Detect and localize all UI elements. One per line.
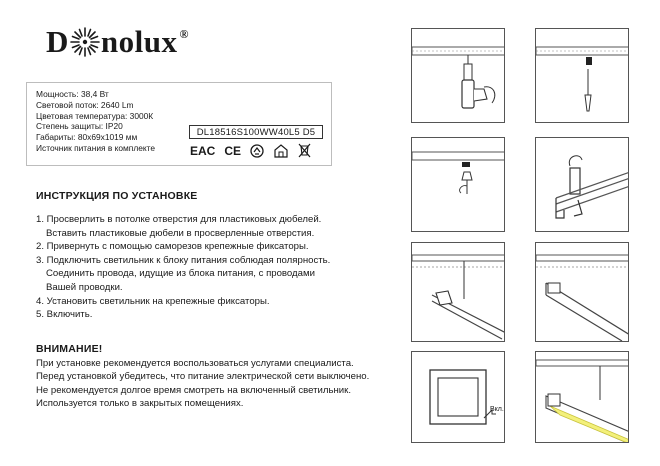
warning-line: При установке рекомендуется воспользоваться услугами специалиста. (36, 358, 354, 369)
diagram-drilling (411, 28, 505, 123)
diagram-lit-luminaire (535, 351, 629, 443)
spec-power-supply: Источник питания в комплекте (36, 142, 156, 153)
spec-color-temperature: Цветовая температура: 3000К (36, 110, 154, 121)
spec-protection: Степень защиты: IP20 (36, 121, 123, 132)
diagram-attach-luminaire (535, 137, 629, 232)
brand-logo (46, 26, 189, 57)
step-5: 5. Включить. (36, 309, 93, 321)
diagram-wiring (411, 242, 505, 342)
warning-line: Не рекомендуется долгое время смотреть на включенный светильник. (36, 384, 352, 396)
diagram-dowel (535, 28, 629, 123)
trademark-symbol: ® (179, 27, 189, 41)
warning-line: Перед установкой убедитесь, что питание электрической сети выключено. (36, 371, 370, 383)
step-3-continued: Соединить провода, идущие из блока питания, с проводами (46, 268, 315, 280)
sun-logo-icon (70, 27, 100, 57)
diagram-screw-fixator (411, 137, 505, 232)
brand-suffix: nolux (100, 24, 178, 59)
spec-box (26, 82, 332, 166)
step-3-continued-2: Вашей проводки. (46, 281, 123, 293)
step-2: 2. Привернуть с помощью саморезов крепежные фиксаторы. (36, 241, 309, 253)
spec-power: Мощность: 38,4 Вт (36, 89, 109, 99)
indoor-use-icon (273, 144, 289, 158)
certification-marks (190, 143, 311, 158)
spec-dimensions: Габариты: 80х69х1019 мм (36, 132, 138, 143)
weee-bin-icon (298, 143, 311, 158)
spec-list (36, 89, 155, 154)
step-1-continued: Вставить пластиковые дюбели в просверленные отверстия. (46, 227, 315, 239)
recycle-icon (250, 144, 264, 158)
diagram-mounted (535, 242, 629, 342)
warning-list (36, 357, 369, 410)
step-4: 4. Установить светильник на крепежные фиксаторы. (36, 295, 270, 307)
switch-on-label: Вкл. (490, 406, 504, 413)
model-number: DL18516S100WW40L5 D5 (189, 125, 323, 139)
step-3: 3. Подключить светильник к блоку питания соблюдая полярность. (36, 254, 331, 266)
warning-heading: ВНИМАНИЕ! (36, 343, 103, 355)
warning-line: Используется только в закрытых помещениях. (36, 397, 244, 409)
eac-mark: EAC (190, 143, 216, 158)
spec-luminous-flux: Световой поток: 2640 Lm (36, 99, 134, 110)
instructions-heading: ИНСТРУКЦИЯ ПО УСТАНОВКЕ (36, 190, 198, 202)
instruction-steps (36, 213, 330, 322)
step-1: 1. Просверлить в потолке отверстия для пластиковых дюбелей. (36, 214, 322, 225)
brand-prefix: D (46, 24, 69, 59)
ce-mark: CE (224, 143, 242, 158)
diagram-switch (411, 351, 505, 443)
